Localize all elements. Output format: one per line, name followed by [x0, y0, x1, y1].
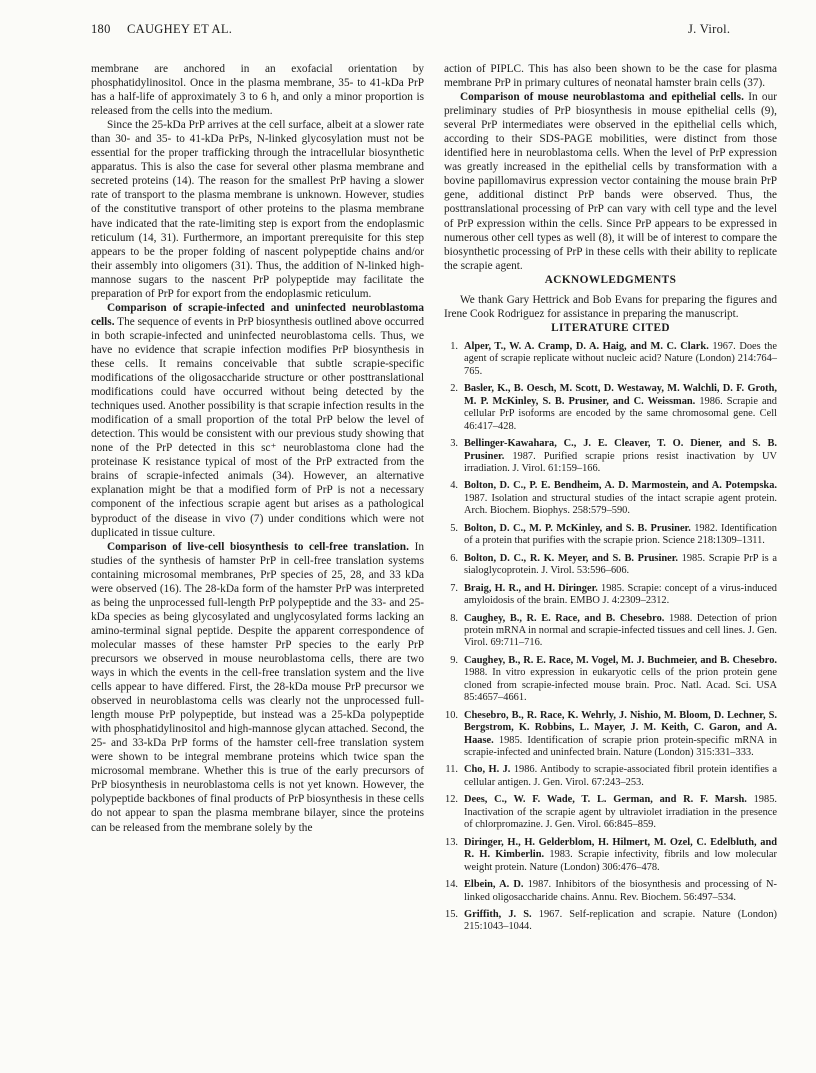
reference-number: 6. — [450, 552, 458, 564]
section-heading-cell-free: Comparison of live-cell biosynthesis to cell-free translation. — [107, 540, 409, 553]
reference-authors: Chesebro, B., R. Race, K. Wehrly, J. Nishio, M. Bloom, D. Lechner, S. Bergstrom, K. Robbins, L. Mayer, J. M. Keith, C. Garon, and A. Haase. — [464, 709, 777, 746]
reference-details: 1986. Scrapie and cellular PrP isoforms are encoded by the same chromosomal gene. Cell 46:417–428. — [464, 395, 777, 432]
reference-number: 10. — [445, 709, 458, 721]
left-column — [91, 62, 424, 835]
section-body-cell-free: In studies of the synthesis of hamster PrP in cell-free translation systems containing microsomal membranes, PrP species of 25, 28, and 33 kDa were observed (16). The 28-kDa form of the hamster PrP was interpreted as being the unprocessed full-length PrP polypeptide and the 33- and 25-kDa species as being glycosylated and unglycosylated forms lacking an amino-terminal signal peptide. Despite the apparent correspondence of molecular masses of these hamster PrP species to the early PrP precursors we observed in mouse neuroblastoma cells, there are two ways in which the events in the cell-free translation system and the live cells appear to have differed. First, the 28-kDa mouse PrP precursor we observed in neuroblastoma cells was clearly not the unprocessed full-length mouse PrP polypeptide, but instead was a 25-kDa polypeptide with phosphatidylinositol and high-mannose glycan attached. Second, the 25- and 33-kDa PrP forms of the hamster cell-free translation system were shown to be integral membrane proteins which twice span the microsomal membrane. Whether this is true of the early precursors of PrP biosynthesis in neuroblastoma cells is not yet known. However, the polypeptide backbones of final products of PrP biosynthesis in these cells do not appear to span the plasma membrane bilayer, since the proteins can be released from the membrane solely by the — [91, 540, 424, 834]
paragraph-25kda-transport: Since the 25-kDa PrP arrives at the cell surface, albeit at a slower rate than 30- and 35- to 41-kDa PrPs, N-linked glycosylation must not be essential for the proper trafficking through the intracellular biosynthetic apparatus. This is also the case for several other plasma membrane and secreted proteins (14). The reason for the smallest PrP having a slower rate of transport to the plasma membrane is unknown. However, studies of the constitutive transport of other proteins to the plasma membrane have indicated that the rate-limiting step is export from the endoplasmic reticulum (14, 31). Furthermore, an important prerequisite for this step appears to be the proper folding of nascent polypeptide chains and/or their assembly into oligomers (31). Thus, the addition of N-linked high-mannose sugars to the nascent PrP polypeptide may facilitate the preparation of PrP for export from the endoplasmic reticulum. — [91, 119, 424, 300]
reference-item — [444, 480, 777, 517]
reference-item — [444, 794, 777, 831]
paragraph-cell-free-comparison — [91, 540, 424, 835]
literature-cited-heading: LITERATURE CITED — [551, 321, 670, 334]
reference-item — [444, 764, 777, 789]
paragraph-scrapie-comparison — [91, 301, 424, 540]
reference-authors: Basler, K., B. Oesch, M. Scott, D. Westaway, M. Walchli, D. F. Groth, M. P. McKinley, S. B. Prusiner, and C. Weissman. — [464, 383, 777, 407]
reference-item — [444, 613, 777, 650]
acknowledgments-heading: ACKNOWLEDGMENTS — [544, 273, 677, 286]
reference-number: 3. — [450, 438, 458, 450]
reference-item — [444, 583, 777, 608]
running-head-journal: J. Virol. — [688, 22, 731, 36]
acknowledgments-text: We thank Gary Hettrick and Bob Evans for preparing the figures and Irene Cook Rodriguez for assistance in preparing the manuscript. — [444, 293, 777, 320]
reference-item — [444, 341, 777, 378]
reference-number: 9. — [450, 654, 458, 666]
paragraph-membrane-anchoring: membrane are anchored in an exofacial orientation by phosphatidylinositol. Once in the plasma membrane, 35- to 41-kDa PrP has a half-life of approximately 3 to 6 h, and only a minor proportion is released from the cells into the medium. — [91, 63, 424, 118]
reference-details: 1986. Antibody to scrapie-associated fibril protein identifies a cellular antigen. J. Gen. Virol. 67:243–253. — [464, 764, 777, 788]
reference-number: 2. — [450, 383, 458, 395]
reference-number: 5. — [450, 522, 458, 534]
reference-item — [444, 655, 777, 705]
reference-number: 7. — [450, 582, 458, 594]
reference-item — [444, 879, 777, 904]
reference-authors: Bolton, D. C., P. E. Bendheim, A. D. Marmostein, and A. Potempska. — [464, 480, 777, 492]
reference-details: 1967. Self-replication and scrapie. Nature (London) 215:1043–1044. — [464, 909, 777, 933]
reference-item — [444, 710, 777, 760]
reference-authors: Caughey, B., R. E. Race, and B. Chesebro. — [464, 612, 665, 624]
reference-item — [444, 383, 777, 433]
reference-number: 13. — [445, 836, 458, 848]
reference-authors: Elbein, A. D. — [464, 879, 524, 891]
section-heading-epithelial: Comparison of mouse neuroblastoma and epithelial cells. — [460, 91, 744, 104]
reference-item — [444, 523, 777, 548]
reference-authors: Bellinger-Kawahara, C., J. E. Cleaver, T. O. Diener, and S. B. Prusiner. — [464, 438, 777, 462]
section-body-scrapie-infected: The sequence of events in PrP biosynthesis outlined above occurred in both scrapie-infected and uninfected neuroblastoma cells. Thus, we have no evidence that scrapie infection modifies PrP biosynthesis in these cells. It remains conceivable that subtle scrapie-specific modifications of the oligosaccharide structure or other posttranslational modifications could have occurred without being detected by the techniques used. Another possibility is that scrapie infection results in the modification of a small proportion of the total PrP below the level of detection. This would be consistent with our previous study showing that none of the PrP detected in this sc⁺ neuroblastoma clone had the proteinase K resistance typical of most of the PrP extracted from the brains of scrapie-infected animals (34). However, an alternative explanation might be that a modified form of PrP is not a necessary component of the infectious scrapie agent but arises as a pathological byproduct of the disease in vivo (7) under conditions which were not duplicated in tissue culture. — [91, 315, 424, 539]
right-column — [444, 62, 777, 939]
reference-number: 14. — [445, 879, 458, 891]
reference-authors: Braig, H. R., and H. Diringer. — [464, 582, 598, 594]
reference-list — [444, 341, 777, 934]
reference-details: 1985. Scrapie PrP is a sialoglycoprotein. J. Virol. 53:596–606. — [464, 552, 777, 577]
reference-number: 8. — [450, 612, 458, 624]
reference-details: 1985. Identification of scrapie prion protein-specific mRNA in scrapie-infected and uninfected brain. Nature (London) 315:331–333. — [464, 734, 777, 759]
reference-details: 1988. In vitro expression in eukaryotic cells of the prion protein gene cloned from scrapie-infected mouse brain. Proc. Natl. Acad. Sci. USA 85:4657–4661. — [464, 667, 777, 704]
reference-details: 1987. Purified scrapie prions resist inactivation by UV irradiation. J. Virol. 61:159–166. — [464, 450, 777, 474]
reference-authors: Griffith, J. S. — [464, 909, 532, 921]
reference-details: 1988. Detection of prion protein mRNA in normal and scrapie-infected tissues and cell lines. J. Gen. Virol. 69:711–716. — [464, 612, 778, 649]
section-body-epithelial: In our preliminary studies of PrP biosynthesis in mouse epithelial cells (9), several PrP intermediates were observed in the epithelial cells which, according to their SDS-PAGE mobilities, were distinct from those identified here in neuroblastoma cells. When the level of PrP expression was greatly increased in the epithelial cells by transformation with a bovine papillomavirus expression vector containing the mouse brain PrP gene, additional distinct PrP bands were observed. Thus, the posttranslational processing of PrP can vary with cell type and the level of PrP expression within the cells. Since PrP appears to be expressed in numerous other cell types as well (8), it will be of interest to compare the biosynthetic processing of PrP in these cells with their ability to replicate the scrapie agent. — [444, 91, 777, 272]
reference-authors: Bolton, D. C., M. P. McKinley, and S. B. Prusiner. — [464, 522, 691, 534]
reference-details: 1985. Inactivation of the scrapie agent by ultraviolet irradiation in the presence of chlorpromazine. J. Gen. Virol. 66:845–859. — [464, 794, 777, 831]
reference-item — [444, 553, 777, 578]
reference-details: 1982. Identification of a protein that purifies with the scrapie prion. Science 218:1309–1311. — [464, 522, 778, 547]
reference-authors: Bolton, D. C., R. K. Meyer, and S. B. Prusiner. — [464, 552, 678, 564]
reference-item — [444, 438, 777, 475]
reference-details: 1987. Isolation and structural studies of the intact scrapie agent protein. Arch. Biochem. Biophys. 258:579–590. — [464, 492, 777, 517]
reference-authors: Diringer, H., H. Gelderblom, H. Hilmert, M. Ozel, C. Edelbluth, and R. H. Kimberlin. — [464, 836, 777, 861]
reference-number: 11. — [445, 764, 458, 776]
reference-number: 12. — [445, 794, 458, 806]
reference-authors: Cho, H. J. — [464, 764, 511, 776]
section-heading-scrapie-infected: Comparison of scrapie-infected and uninfected neuroblastoma cells. — [91, 301, 424, 328]
reference-number: 15. — [445, 909, 458, 921]
reference-authors: Dees, C., W. F. Wade, T. L. German, and R. F. Marsh. — [464, 794, 747, 806]
reference-details: 1983. Scrapie infectivity, fibrils and low molecular weight protein. Nature (London) 306:476–478. — [464, 849, 777, 873]
reference-details: 1967. Does the agent of scrapie replicate without nucleic acid? Nature (London) 214:764–765. — [464, 340, 777, 377]
reference-number: 1. — [450, 340, 458, 352]
reference-item — [444, 837, 777, 874]
running-head-authors: CAUGHEY ET AL. — [127, 22, 233, 36]
reference-details: 1987. Inhibitors of the biosynthesis and processing of N-linked oligosaccharide chains. Annu. Rev. Biochem. 56:497–534. — [464, 879, 777, 903]
page-number: 180 — [91, 22, 111, 36]
paragraph-piplc-continuation: action of PIPLC. This has also been shown to be the case for plasma membrane PrP in primary cultures of neonatal hamster brain cells (37). — [444, 63, 777, 90]
reference-details: 1985. Scrapie: concept of a virus-induced amyloidosis of the brain. EMBO J. 4:2309–2312. — [464, 582, 777, 607]
reference-item — [444, 909, 777, 934]
reference-authors: Alper, T., W. A. Cramp, D. A. Haig, and M. C. Clark. — [464, 340, 709, 352]
paragraph-epithelial-comparison — [444, 90, 777, 273]
reference-number: 4. — [450, 480, 458, 492]
reference-authors: Caughey, B., R. E. Race, M. Vogel, M. J. Buchmeier, and B. Chesebro. — [464, 654, 777, 666]
